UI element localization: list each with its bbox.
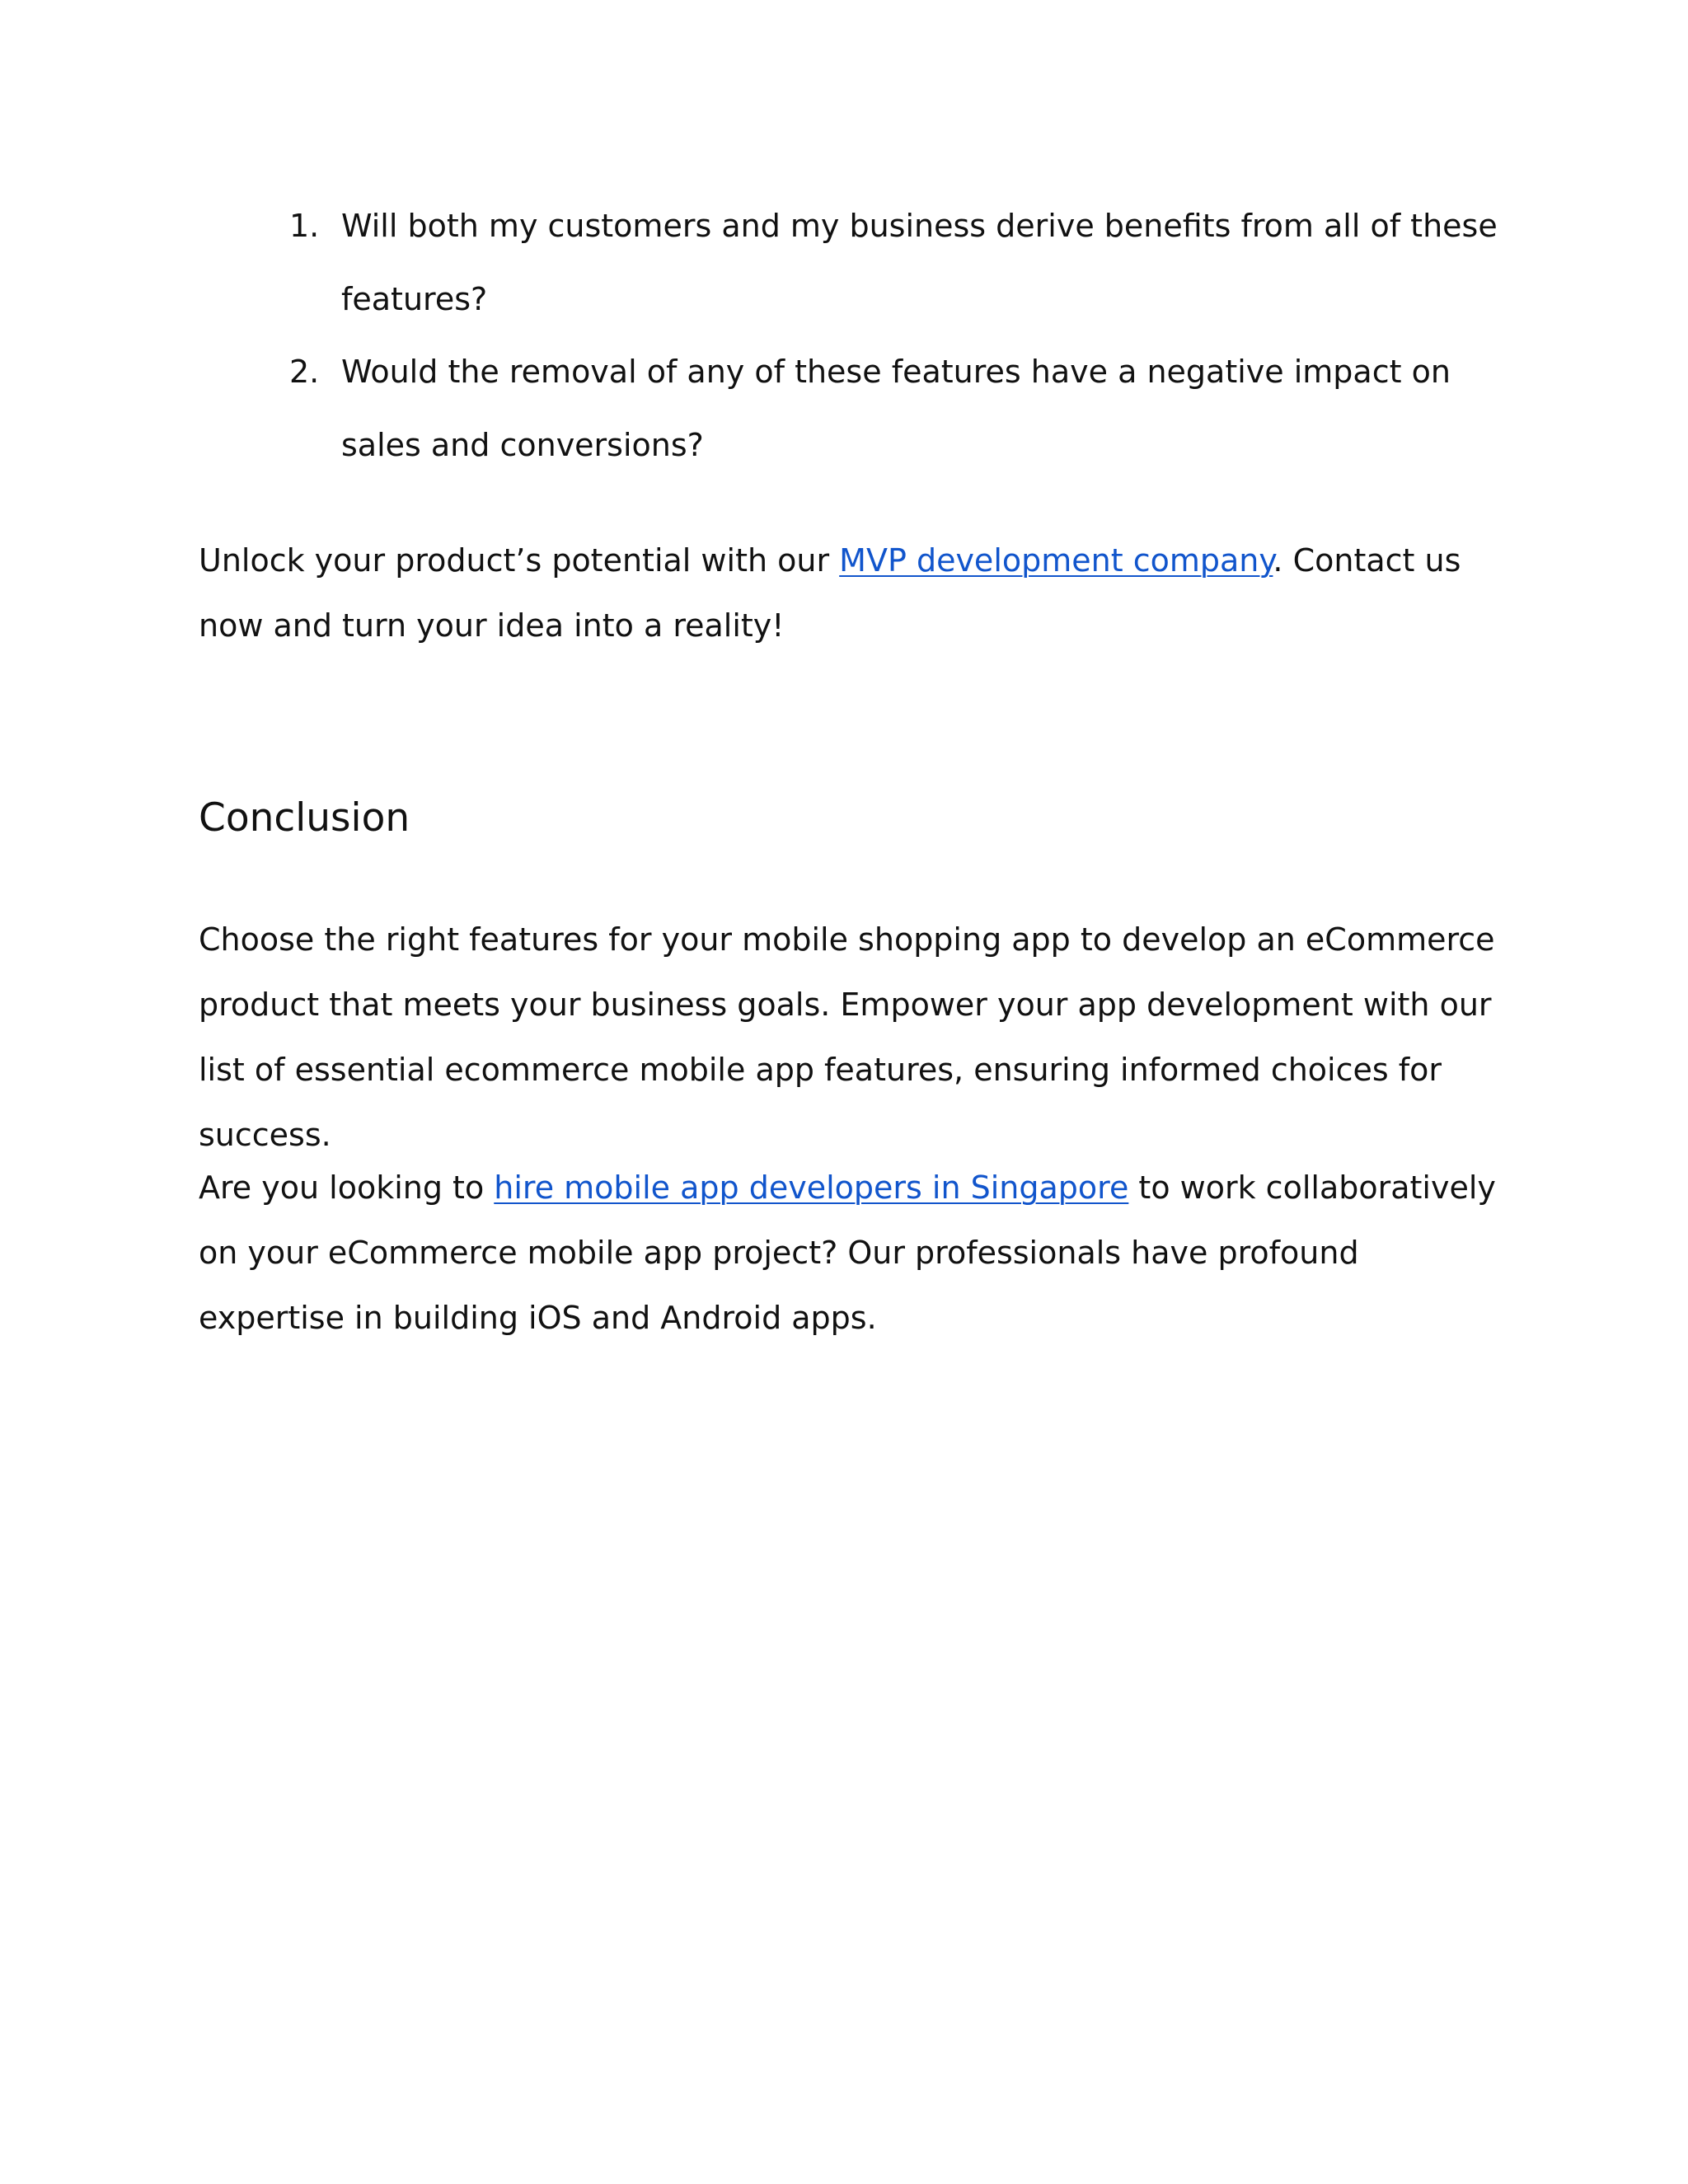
hire-text-before: Are you looking to	[199, 1169, 495, 1206]
cta-text-after: . Contact us now and turn your idea into a reality!	[199, 542, 1461, 644]
cta-text-before: Unlock your product’s potential with our	[199, 542, 840, 579]
list-item-number: 2.	[289, 354, 320, 390]
list-item-text: Will both my customers and my business derive benefits from all of these features?	[341, 208, 1498, 317]
hire-text-after: to work collaboratively on your eCommerce mobile app project? Our professionals have profound expertise in building iOS and Android apps.	[199, 1169, 1496, 1336]
cta-paragraph	[199, 528, 1501, 658]
list-item	[199, 190, 1517, 335]
list-item-number: 1.	[289, 208, 320, 244]
list-item-text: Would the removal of any of these features have a negative impact on sales and conversions?	[341, 354, 1451, 463]
question-list	[199, 190, 1517, 481]
conclusion-heading: Conclusion	[199, 795, 410, 841]
hire-mobile-app-developers-link[interactable]: hire mobile app developers in Singapore	[494, 1169, 1129, 1206]
conclusion-paragraph: Choose the right features for your mobile shopping app to develop an eCommerce product that meets your business goals. Empower your app development with our list of essential ecommerce mobile app features, ensuring informed choices for success.	[199, 921, 1495, 1153]
list-item	[199, 335, 1517, 481]
mvp-development-company-link[interactable]: MVP development company	[839, 542, 1273, 579]
hire-developers-paragraph	[199, 1155, 1501, 1351]
